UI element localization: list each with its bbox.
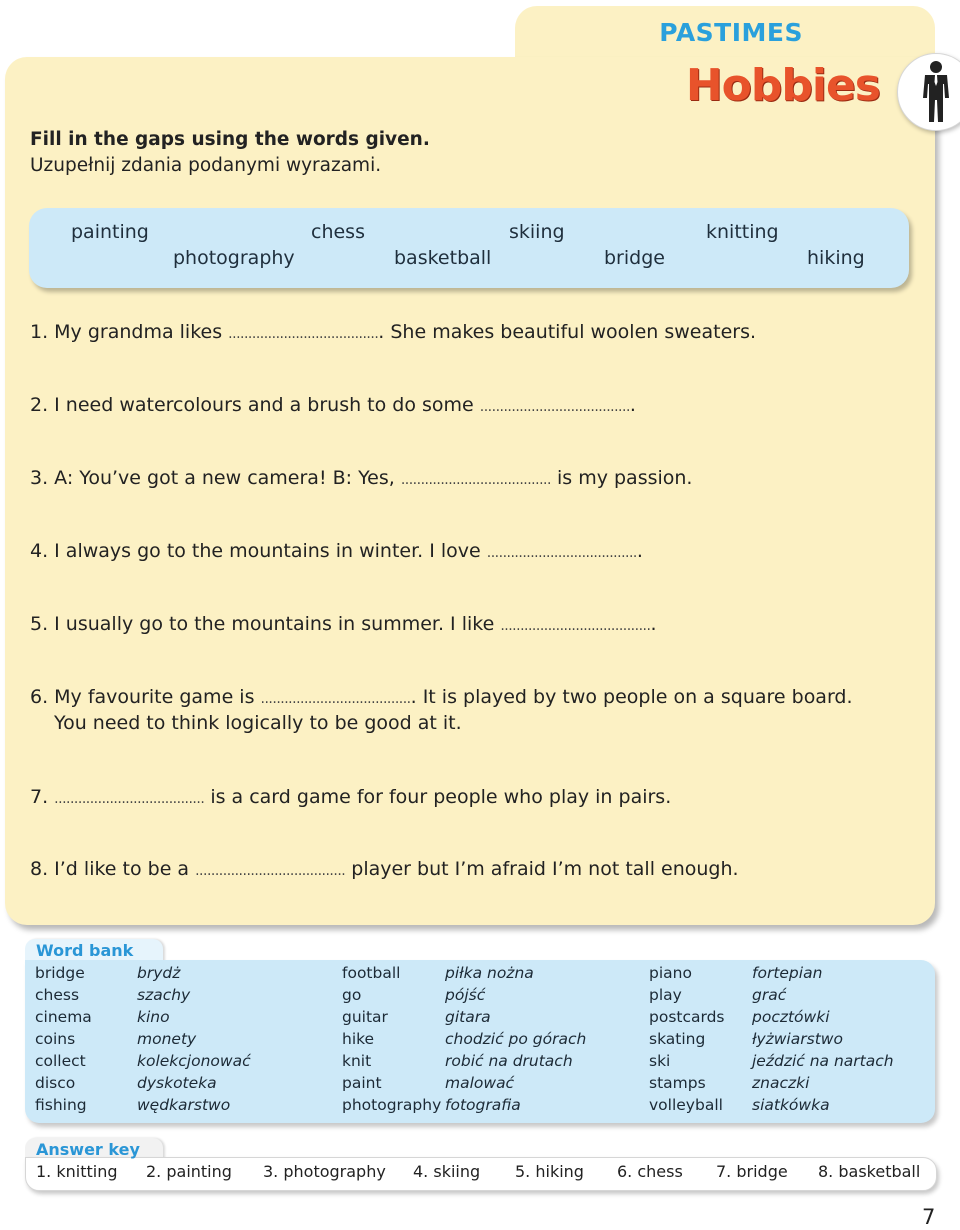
word-box-item: photography [173, 247, 295, 269]
sentence-6-continued: You need to think logically to be good at it. [54, 712, 462, 734]
word-bank-polish: malować [445, 1074, 515, 1092]
gap-blank[interactable]: ...................................... [486, 545, 637, 561]
word-box-item: hiking [807, 247, 865, 269]
word-bank-english: ski [649, 1052, 671, 1070]
gap-blank[interactable]: ...................................... [195, 863, 346, 879]
word-bank-english: stamps [649, 1074, 706, 1092]
gap-blank[interactable]: ...................................... [479, 399, 630, 415]
word-bank-polish: kino [137, 1008, 170, 1026]
sentence-5: 5. I usually go to the mountains in summer. I like ....................................... [30, 613, 657, 635]
answer-item: 6. chess [617, 1162, 683, 1181]
word-bank-polish: łyżwiarstwo [752, 1030, 843, 1048]
word-box-item: skiing [509, 221, 565, 243]
sentence-3: 3. A: You’ve got a new camera! B: Yes, ...................................... is my passion. [30, 467, 693, 489]
word-bank-polish: siatkówka [752, 1096, 830, 1114]
gap-blank[interactable]: ...................................... [500, 618, 651, 634]
word-bank-title: Word bank [36, 941, 134, 960]
gap-blank[interactable]: ...................................... [54, 791, 205, 807]
word-bank-polish: fotografia [445, 1096, 521, 1114]
word-bank-english: paint [342, 1074, 382, 1092]
word-bank-polish: piłka nożna [445, 964, 534, 982]
word-bank-polish: pocztówki [752, 1008, 830, 1026]
word-box-item: bridge [604, 247, 665, 269]
word-bank-english: chess [35, 986, 80, 1004]
sentence-8: 8. I’d like to be a ...................................... player but I’m afraid I’m not tall enough. [30, 858, 739, 880]
word-bank-english: football [342, 964, 401, 982]
answer-item: 7. bridge [716, 1162, 788, 1181]
answer-item: 1. knitting [36, 1162, 118, 1181]
word-bank-polish: chodzić po górach [445, 1030, 587, 1048]
word-bank-english: bridge [35, 964, 85, 982]
word-bank-english: cinema [35, 1008, 92, 1026]
word-bank-polish: jeździć na nartach [752, 1052, 894, 1070]
word-bank-english: hike [342, 1030, 375, 1048]
gap-blank[interactable]: ...................................... [228, 326, 379, 342]
word-bank-polish: brydż [137, 964, 181, 982]
word-bank-english: piano [649, 964, 692, 982]
answer-key-title: Answer key [36, 1140, 140, 1159]
word-bank-polish: kolekcjonować [137, 1052, 251, 1070]
topic-title: Hobbies [685, 60, 880, 111]
answer-item: 4. skiing [413, 1162, 481, 1181]
word-bank-english: knit [342, 1052, 372, 1070]
word-bank-polish: dyskoteka [137, 1074, 217, 1092]
word-box [29, 208, 909, 288]
word-bank-polish: monety [137, 1030, 197, 1048]
gap-blank[interactable]: ...................................... [400, 472, 551, 488]
word-bank-english: disco [35, 1074, 76, 1092]
word-bank-polish: szachy [137, 986, 191, 1004]
word-bank-english: coins [35, 1030, 76, 1048]
word-box-item: knitting [706, 221, 779, 243]
word-bank-polish: gitara [445, 1008, 491, 1026]
page-number: 7 [922, 1205, 936, 1229]
word-bank-polish: robić na drutach [445, 1052, 573, 1070]
word-bank-polish: pójść [445, 986, 486, 1004]
answer-item: 2. painting [146, 1162, 232, 1181]
answer-item: 8. basketball [818, 1162, 921, 1181]
answer-item: 3. photography [263, 1162, 386, 1181]
word-bank-english: fishing [35, 1096, 87, 1114]
word-bank-english: volleyball [649, 1096, 723, 1114]
gap-blank[interactable]: ...................................... [260, 691, 411, 707]
sentence-4: 4. I always go to the mountains in winter. I love ....................................... [30, 540, 643, 562]
section-title: PASTIMES [659, 18, 803, 47]
word-bank-polish: wędkarstwo [137, 1096, 231, 1114]
word-bank-polish: grać [752, 986, 787, 1004]
answer-item: 5. hiking [515, 1162, 584, 1181]
sentence-7: 7. ...................................... is a card game for four people who play in pairs. [30, 786, 672, 808]
word-box-item: chess [311, 221, 365, 243]
word-bank-polish: fortepian [752, 964, 823, 982]
word-bank-english: collect [35, 1052, 86, 1070]
instruction-polish: Uzupełnij zdania podanymi wyrazami. [30, 155, 382, 176]
sentence-6: 6. My favourite game is ....................................... It is played by two people on a square board. [30, 686, 853, 708]
word-bank-english: postcards [649, 1008, 725, 1026]
word-bank-english: photography [342, 1096, 442, 1114]
word-box-item: painting [71, 221, 149, 243]
word-bank-english: play [649, 986, 682, 1004]
sentence-1: 1. My grandma likes ....................................... She makes beautiful woolen sweaters. [30, 321, 757, 343]
word-box-item: basketball [394, 247, 492, 269]
instruction-english: Fill in the gaps using the words given. [30, 129, 430, 150]
word-bank-english: skating [649, 1030, 706, 1048]
word-bank-english: guitar [342, 1008, 388, 1026]
word-bank-english: go [342, 986, 362, 1004]
sentence-2: 2. I need watercolours and a brush to do some ....................................... [30, 394, 636, 416]
word-bank-polish: znaczki [752, 1074, 810, 1092]
